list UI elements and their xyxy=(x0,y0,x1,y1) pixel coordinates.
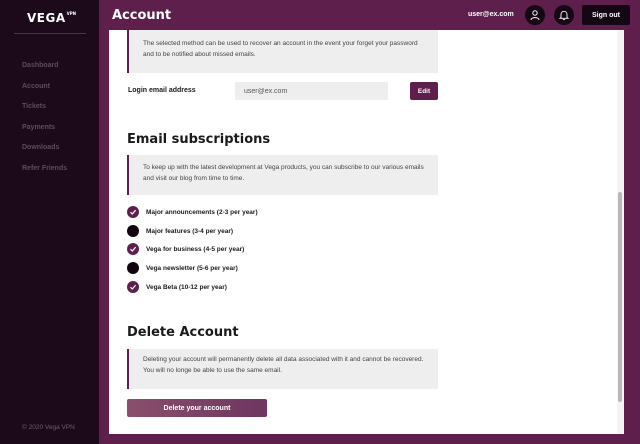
scrollbar-thumb[interactable] xyxy=(618,192,622,402)
edit-email-button[interactable]: Edit xyxy=(410,82,438,100)
check-icon xyxy=(129,283,137,291)
login-email-input[interactable] xyxy=(235,82,388,100)
sidebar-nav xyxy=(22,60,67,183)
sidebar-divider xyxy=(14,33,86,34)
checkbox-checked[interactable] xyxy=(127,243,139,255)
subscriptions-info-text: To keep up with the latest development at Vega products, you can subscribe to our various emails and visit our blog from time to time. xyxy=(143,164,424,182)
delete-info-box xyxy=(127,349,438,389)
user-email: user@ex.com xyxy=(468,11,514,18)
subscription-vega-newsletter[interactable] xyxy=(127,262,238,274)
subscriptions-info-box xyxy=(127,155,438,195)
check-icon xyxy=(129,245,137,253)
copyright-text: © 2020 Vega VPN xyxy=(22,424,75,431)
checkbox-checked[interactable] xyxy=(127,281,139,293)
sidebar-item-tickets[interactable]: Tickets xyxy=(22,103,46,110)
delete-account-button[interactable]: Delete your account xyxy=(127,399,267,417)
brand-mark: VPN xyxy=(66,11,76,16)
delete-info-text: Deleting your account will permanently delete all data associated with it and cannot be recovered. You will no longe be able to use the same email. xyxy=(143,356,424,374)
brand-name: VEGA xyxy=(27,11,66,25)
checkbox-unchecked[interactable] xyxy=(127,262,139,274)
sidebar-item-payments[interactable]: Payments xyxy=(22,123,56,131)
checkbox-checked[interactable] xyxy=(127,206,139,218)
subscription-vega-for-business[interactable] xyxy=(127,243,244,255)
sidebar-item-downloads[interactable]: Downloads xyxy=(22,144,60,151)
subscription-label: Vega Beta (10-12 per year) xyxy=(146,283,227,291)
page-title: Account xyxy=(112,8,172,23)
subscription-label: Major features (3-4 per year) xyxy=(146,227,234,235)
delete-account-title: Delete Account xyxy=(127,325,239,340)
scrollbar[interactable] xyxy=(617,30,624,434)
sidebar-item-refer-friends[interactable]: Refer Friends xyxy=(22,164,68,172)
sign-out-button[interactable]: Sign out xyxy=(582,5,630,25)
top-bar xyxy=(99,0,640,30)
subscription-major-announcements[interactable] xyxy=(127,206,258,218)
notifications-button[interactable] xyxy=(554,5,574,25)
subscription-major-features[interactable] xyxy=(127,225,233,237)
subscription-label: Vega newsletter (5-6 per year) xyxy=(146,264,238,272)
recovery-info-box xyxy=(127,30,438,73)
sidebar xyxy=(0,0,99,444)
checkbox-unchecked[interactable] xyxy=(127,225,139,237)
sidebar-item-dashboard[interactable]: Dashboard xyxy=(22,62,59,69)
sidebar-item-account[interactable]: Account xyxy=(22,82,50,90)
subscription-label: Vega for business (4-5 per year) xyxy=(146,245,245,253)
user-outline-icon xyxy=(529,9,541,21)
login-email-label: Login email address xyxy=(128,87,196,94)
subscription-label: Major announcements (2-3 per year) xyxy=(146,208,258,216)
subscription-vega-beta[interactable] xyxy=(127,281,227,293)
recovery-info-text: The selected method can be used to recover an account in the event your forget your password and to be notified about missed emails. xyxy=(143,40,418,58)
bell-icon xyxy=(558,9,570,21)
brand-logo[interactable] xyxy=(27,11,76,25)
user-icon[interactable] xyxy=(525,5,545,25)
check-icon xyxy=(129,208,137,216)
email-subscriptions-title: Email subscriptions xyxy=(127,132,271,147)
